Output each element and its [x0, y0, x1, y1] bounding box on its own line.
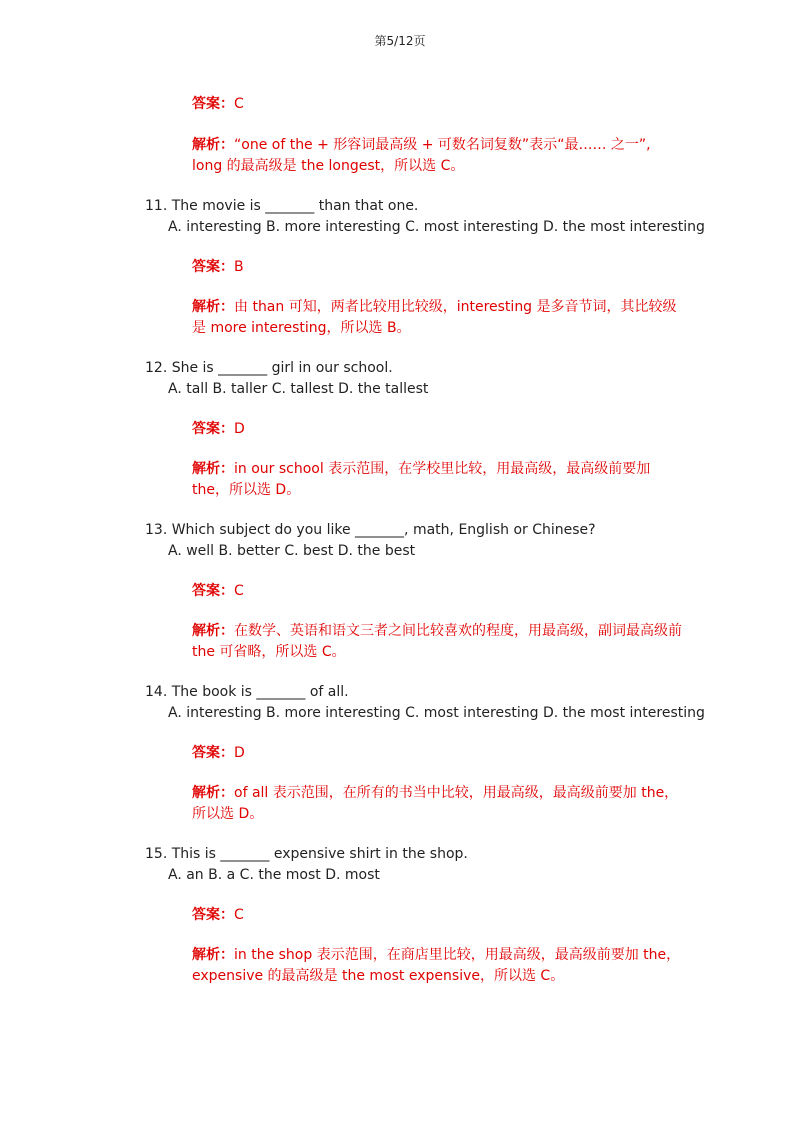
explanation-text: 由 than 可知，两者比较用比较级，interesting 是多音节词，其比较级是 more interesting，所以选 B。: [192, 299, 677, 336]
answer-label: 答案：: [192, 745, 234, 761]
explanation-text: “one of the + 形容词最高级 + 可数名词复数”表示“最…… 之一”, long 的最高级是 the longest，所以选 C。: [192, 137, 651, 174]
answer-label: 答案：: [192, 421, 234, 437]
answer-line: [192, 905, 244, 926]
explanation-label: 解析：: [192, 461, 234, 477]
answer-label: 答案：: [192, 96, 234, 112]
explanation-text: 在数学、英语和语文三者之间比较喜欢的程度，用最高级，副词最高级前 the 可省略，所以选 C。: [192, 623, 682, 660]
explanation-label: 解析：: [192, 947, 234, 963]
answer-value: D: [234, 421, 245, 437]
answer-value: C: [234, 583, 244, 599]
question-stem: 12. She is _______ girl in our school.: [145, 360, 393, 376]
explanation-text: in the shop 表示范围，在商店里比较，用最高级，最高级前要加 the，expensive 的最高级是 the most expensive，所以选 C。: [192, 947, 681, 984]
question-options: A. an B. a C. the most D. most: [168, 867, 380, 883]
question-stem: 13. Which subject do you like _______, math, English or Chinese?: [145, 522, 596, 538]
explanation-label: 解析：: [192, 623, 234, 639]
answer-line: [192, 581, 244, 602]
explanation: [192, 783, 682, 825]
answer-line: [192, 94, 244, 115]
answer-label: 答案：: [192, 583, 234, 599]
explanation: [192, 297, 682, 339]
answer-value: D: [234, 745, 245, 761]
question-options: A. interesting B. more interesting C. most interesting D. the most interesting: [168, 219, 705, 235]
question-stem: 14. The book is _______ of all.: [145, 684, 349, 700]
explanation: [192, 459, 682, 501]
question-options: A. interesting B. more interesting C. most interesting D. the most interesting: [168, 705, 705, 721]
question-options: A. tall B. taller C. tallest D. the tallest: [168, 381, 429, 397]
answer-value: C: [234, 96, 244, 112]
answer-line: [192, 743, 245, 764]
explanation: [192, 945, 682, 987]
question-stem: 15. This is _______ expensive shirt in the shop.: [145, 846, 468, 862]
question-options: A. well B. better C. best D. the best: [168, 543, 416, 559]
explanation: [192, 135, 682, 177]
answer-value: B: [234, 259, 244, 275]
explanation: [192, 621, 682, 663]
explanation-label: 解析：: [192, 137, 234, 153]
answer-line: [192, 257, 244, 278]
explanation-text: in our school 表示范围，在学校里比较，用最高级，最高级前要加 the，所以选 D。: [192, 461, 651, 498]
answer-label: 答案：: [192, 259, 234, 275]
explanation-text: of all 表示范围，在所有的书当中比较，用最高级，最高级前要加 the，所以选 D。: [192, 785, 679, 822]
explanation-label: 解析：: [192, 785, 234, 801]
question-stem: 11. The movie is _______ than that one.: [145, 198, 419, 214]
answer-line: [192, 419, 245, 440]
answer-label: 答案：: [192, 907, 234, 923]
answer-value: C: [234, 907, 244, 923]
explanation-label: 解析：: [192, 299, 234, 315]
page-number: 第5/12页: [374, 34, 426, 48]
